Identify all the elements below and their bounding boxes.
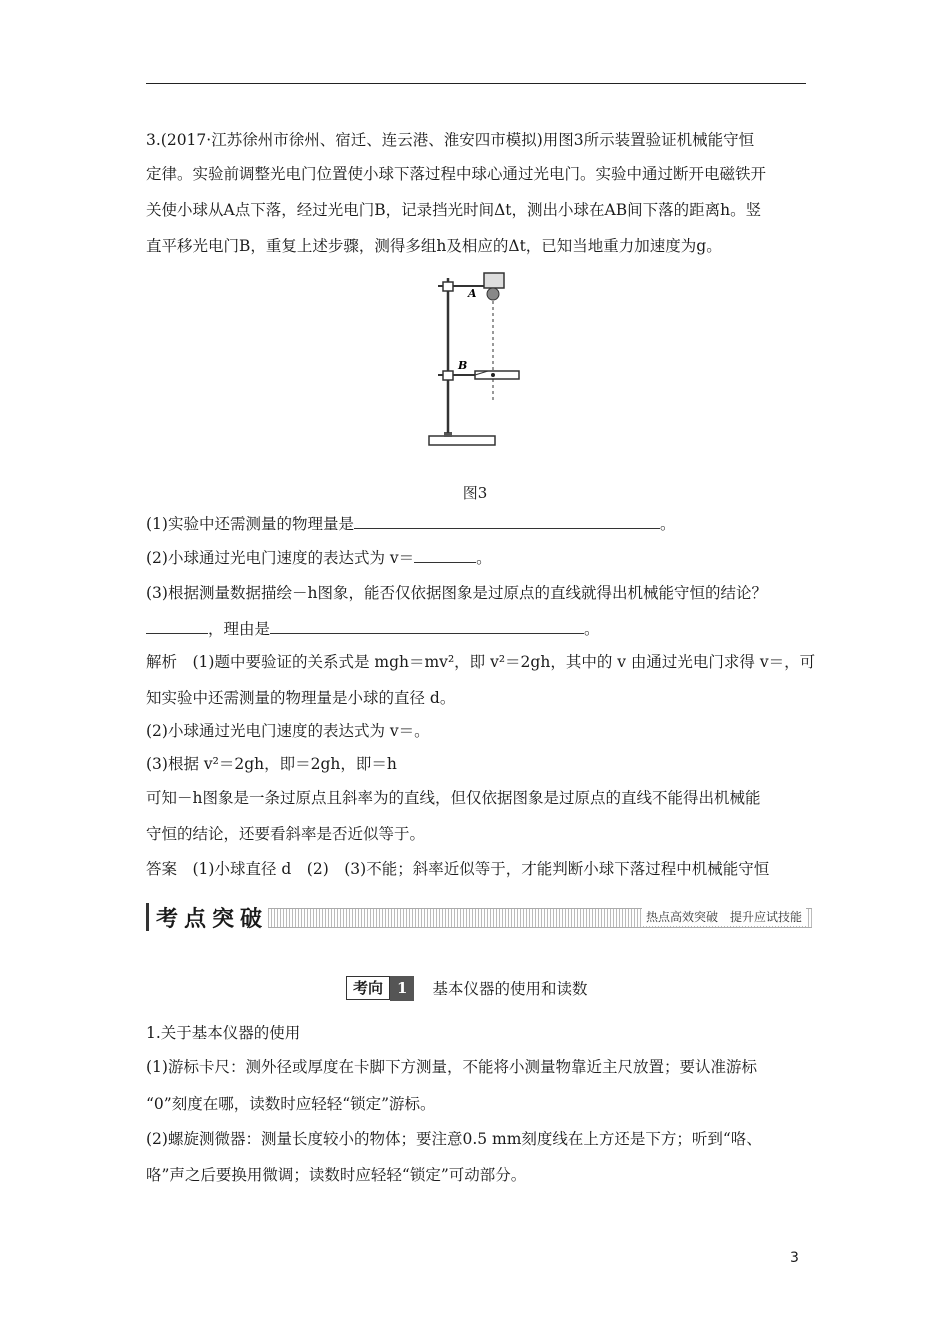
content-line-3: “0”刻度在哪，读数时应轻轻“锁定”游标。 [146, 1095, 436, 1113]
topic-number: 1 [390, 976, 414, 1001]
topic-title: 基本仪器的使用和读数 [432, 980, 588, 998]
analysis-line-6: 守恒的结论，还要看斜率是否近似等于。 [146, 825, 426, 843]
content-line-2: (1)游标卡尺：测外径或厚度在卡脚下方测量，不能将小测量物靠近主尺放置；要认准游标 [146, 1058, 757, 1076]
electromagnet [484, 273, 504, 288]
photogate [475, 371, 519, 379]
content-line-5: 咯”声之后要换用微调；读数时应轻轻“锁定”可动部分。 [146, 1166, 527, 1184]
subquestion-3-answer-line: ，理由是 。 [146, 619, 600, 639]
analysis-line-3: (2)小球通过光电门速度的表达式为 v＝。 [146, 722, 430, 740]
topic-heading [346, 976, 587, 1000]
label-b: B [458, 359, 468, 372]
header-rule [146, 83, 806, 84]
apparatus-figure [420, 268, 530, 453]
analysis-line-4: (3)根据 v²＝2gh，即＝2gh，即＝h [146, 755, 397, 773]
analysis-line-1: 解析 (1)题中要验证的关系式是 mgh＝mv²，即 v²＝2gh，其中的 v 由通过光电门求得 v＝，可 [146, 653, 816, 671]
question-line-2: 定律。实验前调整光电门位置使小球下落过程中球心通过光电门。实验中通过断开电磁铁开 [146, 165, 767, 183]
topic-label: 考向 [346, 976, 390, 1000]
top-clamp [443, 282, 453, 291]
section-tagline: 热点高效突破 提升应试技能 [642, 908, 806, 926]
section-title: 考点突破 [156, 907, 269, 932]
question-line-4: 直平移光电门B，重复上述步骤，测得多组h及相应的Δt，已知当地重力加速度为g。 [146, 237, 722, 255]
section-header [146, 900, 812, 934]
label-a: A [468, 287, 477, 300]
content-line-4: (2)螺旋测微器：测量长度较小的物体；要注意0.5 mm刻度线在上方还是下方；听到“咯、 [146, 1130, 762, 1148]
question-line-1: 3.(2017·江苏徐州市徐州、宿迁、连云港、淮安四市模拟)用图3所示装置验证机械能守恒 [146, 131, 755, 149]
page-number: 3 [790, 1250, 799, 1266]
analysis-line-2: 知实验中还需测量的物理量是小球的直径 d。 [146, 689, 456, 707]
content-line-1: 1.关于基本仪器的使用 [146, 1024, 301, 1042]
subquestion-2: (2)小球通过光电门速度的表达式为 v＝ 。 [146, 549, 492, 567]
question-line-3: 关使小球从A点下落，经过光电门B，记录挡光时间Δt，测出小球在AB间下落的距离h。竖 [146, 201, 762, 219]
figure-caption: 图3 [462, 484, 488, 502]
analysis-line-5: 可知－h图象是一条过原点且斜率为的直线，但仅依据图象是过原点的直线不能得出机械能 [146, 789, 761, 807]
base-plate [429, 436, 495, 445]
subquestion-1: (1)实验中还需测量的物理量是 。 [146, 515, 676, 533]
subquestion-3: (3)根据测量数据描绘－h图象，能否仅依据图象是过原点的直线就得出机械能守恒的结论？ [146, 584, 767, 602]
answer-line: 答案 (1)小球直径 d (2) (3)不能；斜率近似等于，才能判断小球下落过程中机械能守恒 [146, 860, 770, 878]
lower-clamp [443, 371, 453, 380]
ball [487, 288, 499, 300]
